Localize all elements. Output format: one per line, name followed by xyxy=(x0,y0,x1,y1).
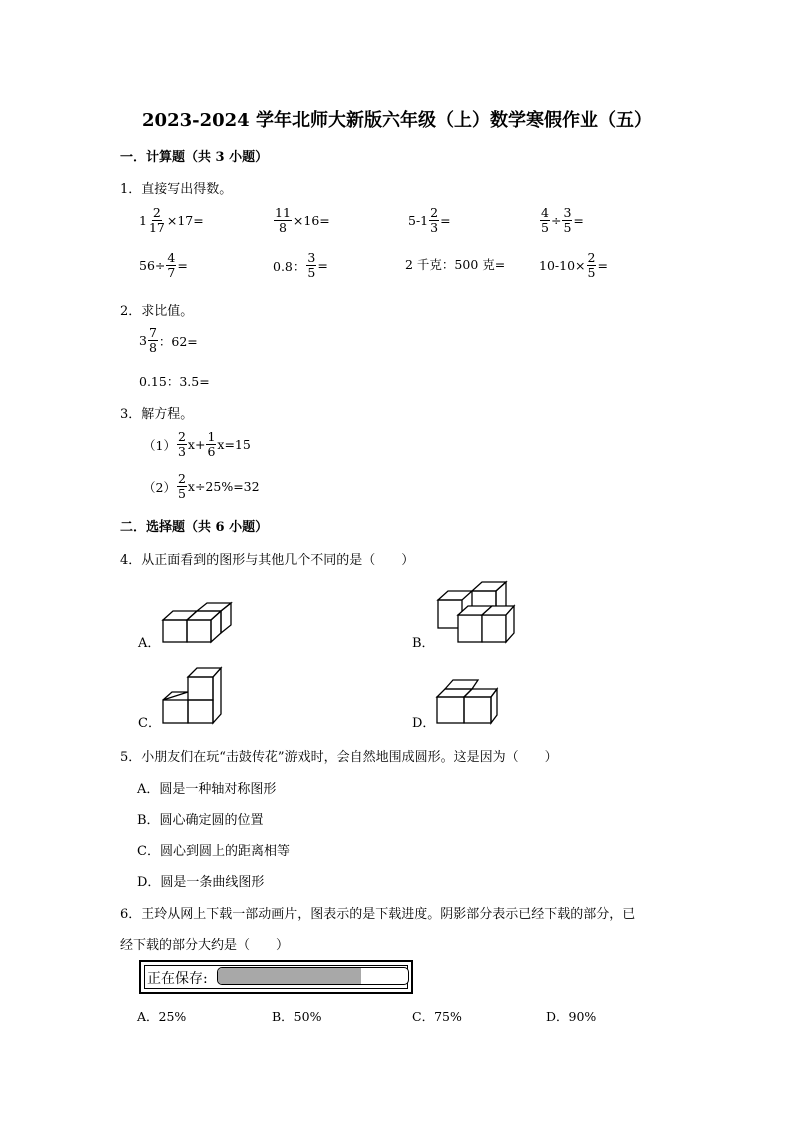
page-title: 2023-2024 学年北师大新版六年级（上）数学寒假作业（五） xyxy=(142,110,652,131)
q4-option-a-label: A． xyxy=(138,636,161,651)
progress-bar-fill xyxy=(218,968,361,984)
q4-option-c-label: C． xyxy=(138,716,161,731)
q1-item-8: 10-10× $\frac{2}{5}$ = xyxy=(539,250,608,280)
q1-item-4: $\frac{4}{5}$ ÷ $\frac{3}{5}$ = xyxy=(541,205,584,235)
q6-stem-line-1: 6．王玲从网上下载一部动画片，图表示的是下载进度。阴影部分表示已经下载的部分，已 xyxy=(120,907,636,922)
q1-item-3: 5-1 $\frac{2}{3}$ = xyxy=(408,205,451,235)
q1-item-6: 0.8： $\frac{3}{5}$ = xyxy=(273,250,328,280)
q4-option-a-figure xyxy=(160,600,240,645)
q3-equation-2: （2） $\frac{2}{5}$ x÷25%=32 xyxy=(143,471,260,501)
q2-item-b: 0.15：3.5= xyxy=(139,374,210,389)
q2-stem: 2．求比值。 xyxy=(120,304,194,319)
progress-bar xyxy=(217,967,409,985)
q5-option-c: C．圆心到圆上的距离相等 xyxy=(137,844,290,859)
q6-stem-line-2: 经下载的部分大约是（ ） xyxy=(120,938,290,953)
q4-option-b-label: B． xyxy=(412,636,435,651)
q1-item-1: 1 $\frac{2}{17}$ ×17= xyxy=(139,205,204,235)
section-1-heading: 一．计算题（共 3 小题） xyxy=(120,150,269,165)
q1-item-7: 2 千克：500 克= xyxy=(405,257,506,272)
q3-equation-1: （1） $\frac{2}{3}$ x+ $\frac{1}{6}$ x=15 xyxy=(143,429,251,459)
q4-option-d-figure xyxy=(434,677,504,727)
q4-option-d-label: D． xyxy=(412,716,436,731)
q4-option-b-figure xyxy=(434,578,519,646)
q3-stem: 3．解方程。 xyxy=(120,407,194,422)
q6-option-c: C．75% xyxy=(412,1009,462,1024)
q5-stem: 5．小朋友们在玩“击鼓传花”游戏时，会自然地围成圆形。这是因为（ ） xyxy=(120,750,558,765)
q5-option-a: A．圆是一种轴对称图形 xyxy=(137,782,277,797)
q1-item-2: $\frac{11}{8}$ ×16= xyxy=(275,205,330,235)
q5-option-b: B．圆心确定圆的位置 xyxy=(137,813,264,828)
q5-option-d: D．圆是一条曲线图形 xyxy=(137,875,265,890)
q1-stem: 1．直接写出得数。 xyxy=(120,182,233,197)
q6-option-b: B．50% xyxy=(272,1009,322,1024)
q1-item-5: 56÷ $\frac{4}{7}$ = xyxy=(139,250,188,280)
progress-label: 正在保存: xyxy=(147,971,208,987)
q2-item-a: 3 $\frac{7}{8}$ ：62= xyxy=(139,325,198,355)
q4-stem: 4．从正面看到的图形与其他几个不同的是（ ） xyxy=(120,553,415,568)
q6-option-d: D．90% xyxy=(546,1009,597,1024)
q6-option-a: A．25% xyxy=(137,1009,187,1024)
section-2-heading: 二．选择题（共 6 小题） xyxy=(120,520,269,535)
q4-option-c-figure xyxy=(160,662,225,727)
download-progress-box xyxy=(139,960,413,994)
